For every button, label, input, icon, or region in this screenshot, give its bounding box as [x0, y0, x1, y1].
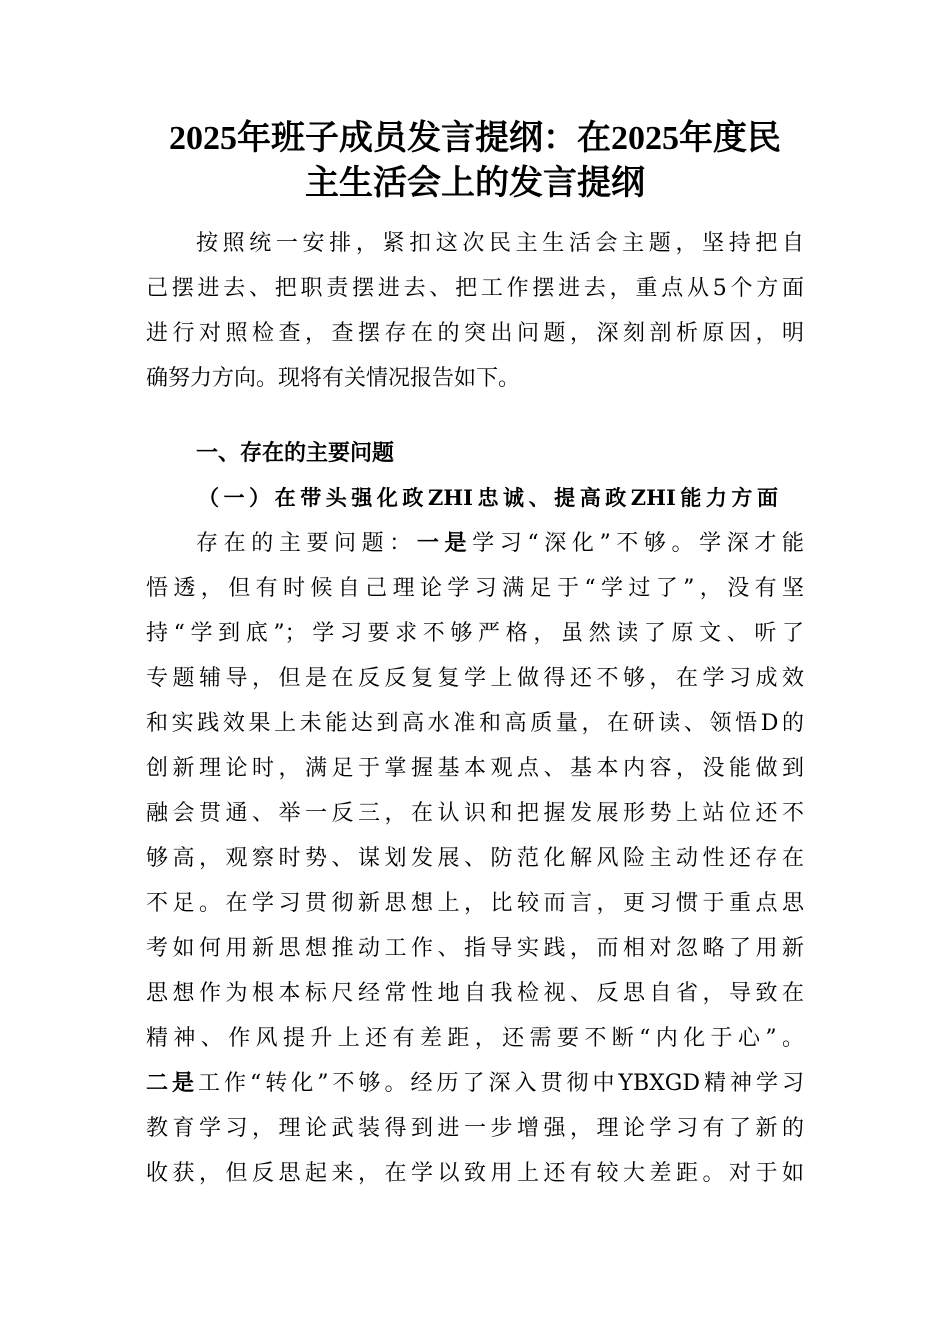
- title-line: 2025年班子成员发言提纲：在2025年度民: [169, 120, 781, 157]
- text-line: 确努力方向。现将有关情况报告如下。: [146, 366, 521, 391]
- text-line: 收获，但反思起来，在学以致用上还有较大差距。对于如: [146, 1161, 804, 1186]
- text-line: 精神、作风提升上还有差距，还需要不断“内化于心”。: [146, 1026, 804, 1051]
- text-line: 持“学到底”；学习要求不够严格，虽然读了原文、听了: [146, 621, 804, 646]
- text: 工作“转化”不够。经历了深入贯彻中YBXGD精神学习: [198, 1071, 804, 1096]
- text-line: [196, 521, 804, 566]
- text-line: 教育学习，理论武装得到进一步增强，理论学习有了新的: [146, 1116, 804, 1141]
- bold-marker: 一是: [416, 530, 473, 556]
- text-line: 己摆进去、把职责摆进去、把工作摆进去，重点从5个方面: [146, 276, 804, 301]
- subsection-heading: （一）在带头强化政ZHI忠诚、提高政ZHI能力方面: [198, 485, 778, 510]
- bold-marker: 二是: [146, 1070, 198, 1096]
- text-line: 创新理论时，满足于掌握基本观点、基本内容，没能做到: [146, 756, 804, 781]
- text: 学习“深化”不够。学深才能: [472, 531, 804, 556]
- text-line: 够高，观察时势、谋划发展、防范化解风险主动性还存在: [146, 846, 804, 871]
- text: 存在的主要问题：: [196, 531, 417, 556]
- text-line: [146, 1061, 804, 1106]
- text-line: 和实践效果上未能达到高水准和高质量，在研读、领悟D的: [146, 711, 804, 736]
- text-line: 按照统一安排，紧扣这次民主生活会主题，坚持把自: [196, 231, 804, 256]
- text-line: 考如何用新思想推动工作、指导实践，而相对忽略了用新: [146, 936, 804, 961]
- text-line: 悟透，但有时候自己理论学习满足于“学过了”，没有坚: [146, 576, 804, 601]
- text-line: 专题辅导，但是在反反复复学上做得还不够，在学习成效: [146, 666, 804, 691]
- text-line: 进行对照检查，查摆存在的突出问题，深刻剖析原因，明: [146, 321, 804, 346]
- text-line: 思想作为根本标尺经常性地自我检视、反思自省，导致在: [146, 981, 804, 1006]
- text-line: 不足。在学习贯彻新思想上，比较而言，更习惯于重点思: [146, 891, 804, 916]
- text-line: 融会贯通、举一反三，在认识和把握发展形势上站位还不: [146, 801, 804, 826]
- title-line: 主生活会上的发言提纲: [305, 165, 645, 202]
- section-heading: 一、存在的主要问题: [196, 441, 395, 466]
